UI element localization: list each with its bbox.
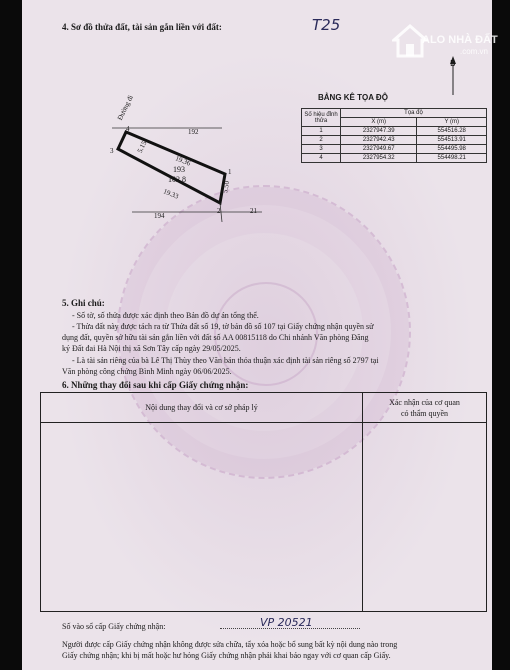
table-row	[302, 127, 487, 136]
changes-table	[40, 392, 487, 612]
vertex-3: 3	[110, 147, 114, 155]
width-right: 5.50	[221, 180, 232, 194]
changes-col2-header	[363, 393, 487, 423]
coord-table	[301, 108, 487, 163]
footer-warning-1: Người được cấp Giấy chứng nhận không được sửa chữa, tẩy xóa hoặc bổ sung bất kỳ nội dung nào trong	[62, 640, 398, 649]
table-row	[302, 136, 487, 145]
table-row	[302, 145, 487, 154]
cell-y: 554516.28	[417, 127, 487, 136]
north-label: B	[450, 59, 456, 68]
neighbor-parcel-top: 192	[188, 128, 199, 136]
neighbor-parcel-right: 21	[250, 207, 257, 215]
col-point-header: Số hiệu đỉnh thửa	[302, 109, 341, 127]
note-line-2a: - Thửa đất này được tách ra từ Thửa đất số 19, tờ bản đồ số 107 tại Giấy chứng nhận quyền sử	[72, 322, 374, 331]
cell-point: 4	[302, 154, 341, 163]
cell-y: 554498.21	[417, 154, 487, 163]
vertex-4: 4	[126, 125, 130, 133]
watermark-domain: .com.vn	[460, 47, 489, 56]
length-top: 19.36	[174, 154, 192, 168]
width-left: 5.15	[135, 139, 149, 155]
entry-value: VP 20521	[260, 616, 313, 629]
changes-confirm-cell	[363, 423, 487, 612]
note-line-3b: Văn phòng công chứng Bình Minh ngày 06/06/2025.	[62, 367, 232, 376]
notes-title: 5. Ghi chú:	[62, 298, 105, 308]
table-row	[302, 154, 487, 163]
cell-y: 554495.98	[417, 145, 487, 154]
changes-col1-header: Nội dung thay đổi và cơ sở pháp lý	[41, 393, 363, 423]
note-line-2c: ký Đất đai Hà Nội thị xã Sơn Tây cấp ngày 29/05/2025.	[62, 344, 241, 353]
changes-title: 6. Những thay đổi sau khi cấp Giấy chứng nhận:	[62, 380, 249, 390]
vertex-1: 1	[228, 168, 232, 176]
changes-content-cell	[41, 423, 363, 612]
cell-point: 2	[302, 136, 341, 145]
watermark-logo	[392, 20, 502, 60]
cell-x: 2327947.39	[341, 127, 417, 136]
parcel-area: 102.8	[168, 175, 186, 184]
footer-warning-2: Giấy chứng nhận; khi bị mất hoặc hư hỏng Giấy chứng nhận phải khai báo ngay với cơ quan cấp Giấy.	[62, 651, 391, 660]
section4-title: 4. Sơ đồ thửa đất, tài sản gắn liền với đất:	[62, 22, 222, 32]
length-bottom: 19.33	[162, 187, 180, 201]
note-line-3a: - Là tài sản riêng của bà Lê Thị Thùy theo Văn bản thỏa thuận xác định tài sản riêng số 2797 tại	[72, 356, 379, 365]
col-group-header: Tọa độ	[341, 109, 487, 118]
parcel-number: 193	[173, 165, 185, 174]
changes-col2-line2: có thẩm quyền	[400, 408, 449, 418]
note-line-2b: dụng đất, quyền sở hữu tài sản gắn liền với đất số AA 00815118 do Chi nhánh Văn phòng Đăng	[62, 333, 369, 342]
cell-y: 554513.91	[417, 136, 487, 145]
col-y-header: Y (m)	[417, 118, 487, 127]
cell-point: 1	[302, 127, 341, 136]
road-label: Đường đi	[116, 93, 135, 122]
entry-dotted-line	[220, 628, 360, 629]
neighbor-parcel-bottom: 194	[154, 212, 165, 220]
cell-x: 2327942.43	[341, 136, 417, 145]
cell-x: 2327954.32	[341, 154, 417, 163]
watermark-brand: ALO NHÀ ĐẤT	[422, 34, 498, 46]
cell-x: 2327949.67	[341, 145, 417, 154]
certificate-page	[22, 0, 492, 670]
handwritten-code: T25	[312, 16, 341, 34]
col-x-header: X (m)	[341, 118, 417, 127]
entry-label: Số vào sổ cấp Giấy chứng nhận:	[62, 622, 166, 631]
changes-col2-line1: Xác nhận của cơ quan	[389, 397, 460, 407]
cell-point: 3	[302, 145, 341, 154]
vertex-2: 2	[217, 207, 221, 215]
note-line-1: - Số tờ, số thửa được xác định theo Bản đồ dự án tổng thể.	[72, 311, 259, 320]
coord-table-title: BẢNG KÊ TỌA ĐỘ	[318, 93, 388, 102]
